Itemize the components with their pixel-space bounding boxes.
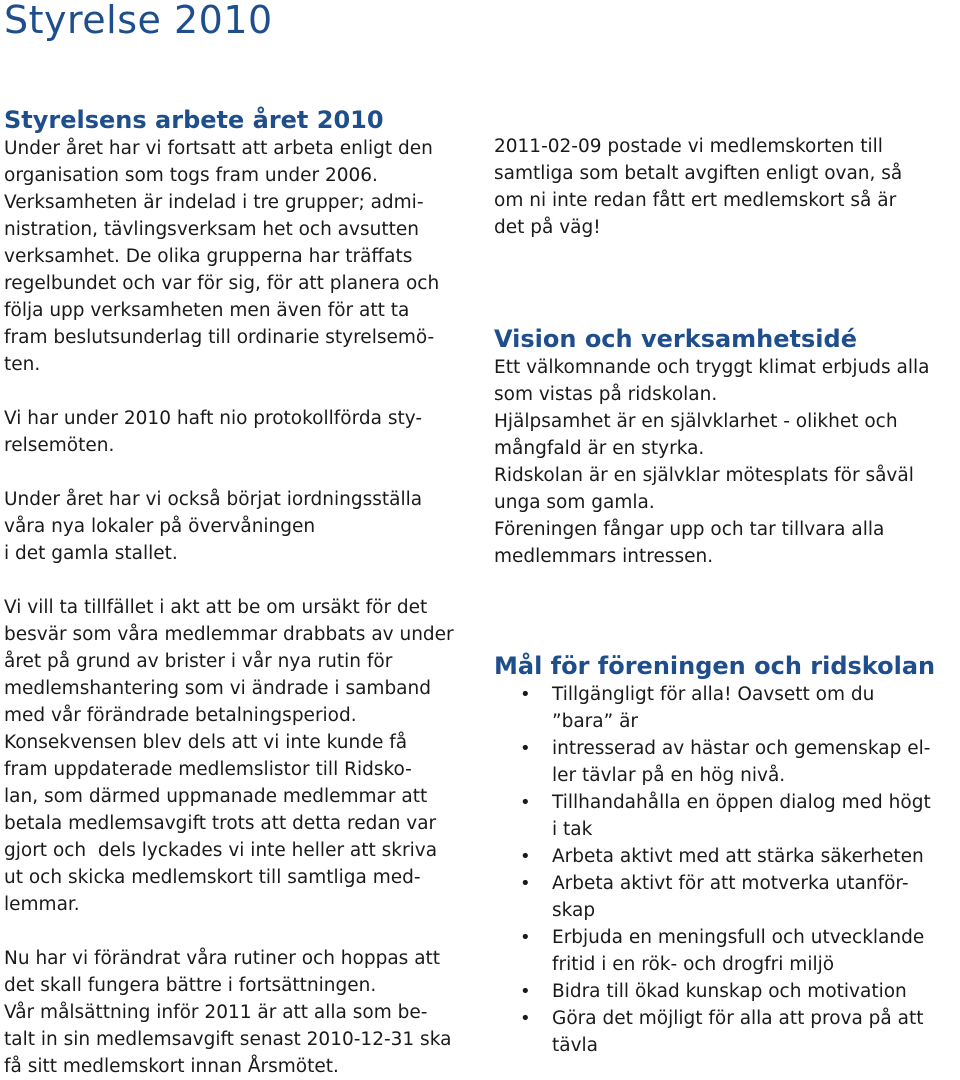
membercard-paragraph: 2011-02-09 postade vi medlemskorten till samtliga som betalt avgiften enligt ovan, så om ni inte redan fått ert medlemskort så är det på väg! bbox=[494, 136, 903, 238]
premises-paragraph: Under året har vi också börjat iordningsställa våra nya lokaler på övervåningen i det gamla stallet. bbox=[4, 489, 423, 564]
vision-heading: Vision och verksamhetsidé bbox=[494, 325, 857, 353]
list-item: • Tillhandahålla en öppen dialog med högt i tak bbox=[494, 789, 958, 843]
vision-paragraph: Ett välkomnande och tryggt klimat erbjuds alla som vistas på ridskolan. Hjälpsamhet är en självklarhet - olikhet och mångfald är en styrka. Ridskolan är en självklar mötesplats för såväl unga som gamla. Föreningen fångar upp och tar tillvara alla medlemmars intressen. bbox=[494, 357, 930, 567]
page-title: Styrelse 2010 bbox=[4, 0, 273, 42]
list-item: • intresserad av hästar och gemenskap el- ler tävlar på en hög nivå. bbox=[494, 735, 958, 789]
list-item: • Tillgängligt för alla! Oavsett om du ”bara” är bbox=[494, 681, 958, 735]
routines-paragraph: Nu har vi förändrat våra rutiner och hoppas att det skall fungera bättre i fortsättningen. Vår målsättning inför 2011 är att alla som be- talt in sin medlemsavgift senast 2010-12-31 ska få sitt medlemskort innan Årsmötet. bbox=[4, 948, 452, 1077]
list-item: • Göra det möjligt för alla att prova på att tävla bbox=[494, 1005, 958, 1059]
protocol-paragraph: Vi har under 2010 haft nio protokollförda sty- relsemöten. bbox=[4, 408, 423, 456]
apology-paragraph: Vi vill ta tillfället i akt att be om ursäkt för det besvär som våra medlemmar drabbats av under året på grund av brister i vår nya rutin för medlemshantering som vi ändrade i samband med vår förändrade betalningsperiod. Konsekvensen blev dels att vi inte kunde få fram uppdaterade medlemslistor till Ridsko- lan, som därmed uppmanade medlemmar att betala medlemsavgift trots att detta redan var gjort och dels lyckades vi inte heller att skriva ut och skicka medlemskort till samtliga med- lemmar. bbox=[4, 597, 454, 915]
bullet-icon: • bbox=[520, 792, 531, 813]
bullet-icon: • bbox=[520, 873, 531, 894]
bullet-icon: • bbox=[520, 927, 531, 948]
left-column bbox=[4, 105, 474, 1080]
intro-paragraph: Under året har vi fortsatt att arbeta enligt den organisation som togs fram under 2006. Verksamheten är indelad i tre grupper; admi- nistration, tävlingsverksam het och avsutten verksamhet. De olika grupperna har träffats regelbundet och var för sig, för att planera och följa upp verksamheten men även för att ta fram beslutsunderlag till ordinarie styrelsemö- ten. bbox=[4, 138, 440, 375]
bullet-icon: • bbox=[520, 846, 531, 867]
bullet-icon: • bbox=[520, 738, 531, 759]
goals-heading: Mål för föreningen och ridskolan bbox=[494, 652, 936, 680]
right-column bbox=[494, 133, 958, 1059]
bullet-icon: • bbox=[520, 981, 531, 1002]
bullet-icon: • bbox=[520, 684, 531, 705]
list-item: • Arbeta aktivt med att stärka säkerheten bbox=[494, 843, 958, 870]
list-item: • Erbjuda en meningsfull och utvecklande fritid i en rök- och drogfri miljö bbox=[494, 924, 958, 978]
bullet-icon: • bbox=[520, 1008, 531, 1029]
list-item: • Arbeta aktivt för att motverka utanför- skap bbox=[494, 870, 958, 924]
list-item: • Bidra till ökad kunskap och motivation bbox=[494, 978, 958, 1005]
board-work-heading: Styrelsens arbete året 2010 bbox=[4, 106, 384, 134]
goals-list bbox=[494, 681, 958, 1059]
